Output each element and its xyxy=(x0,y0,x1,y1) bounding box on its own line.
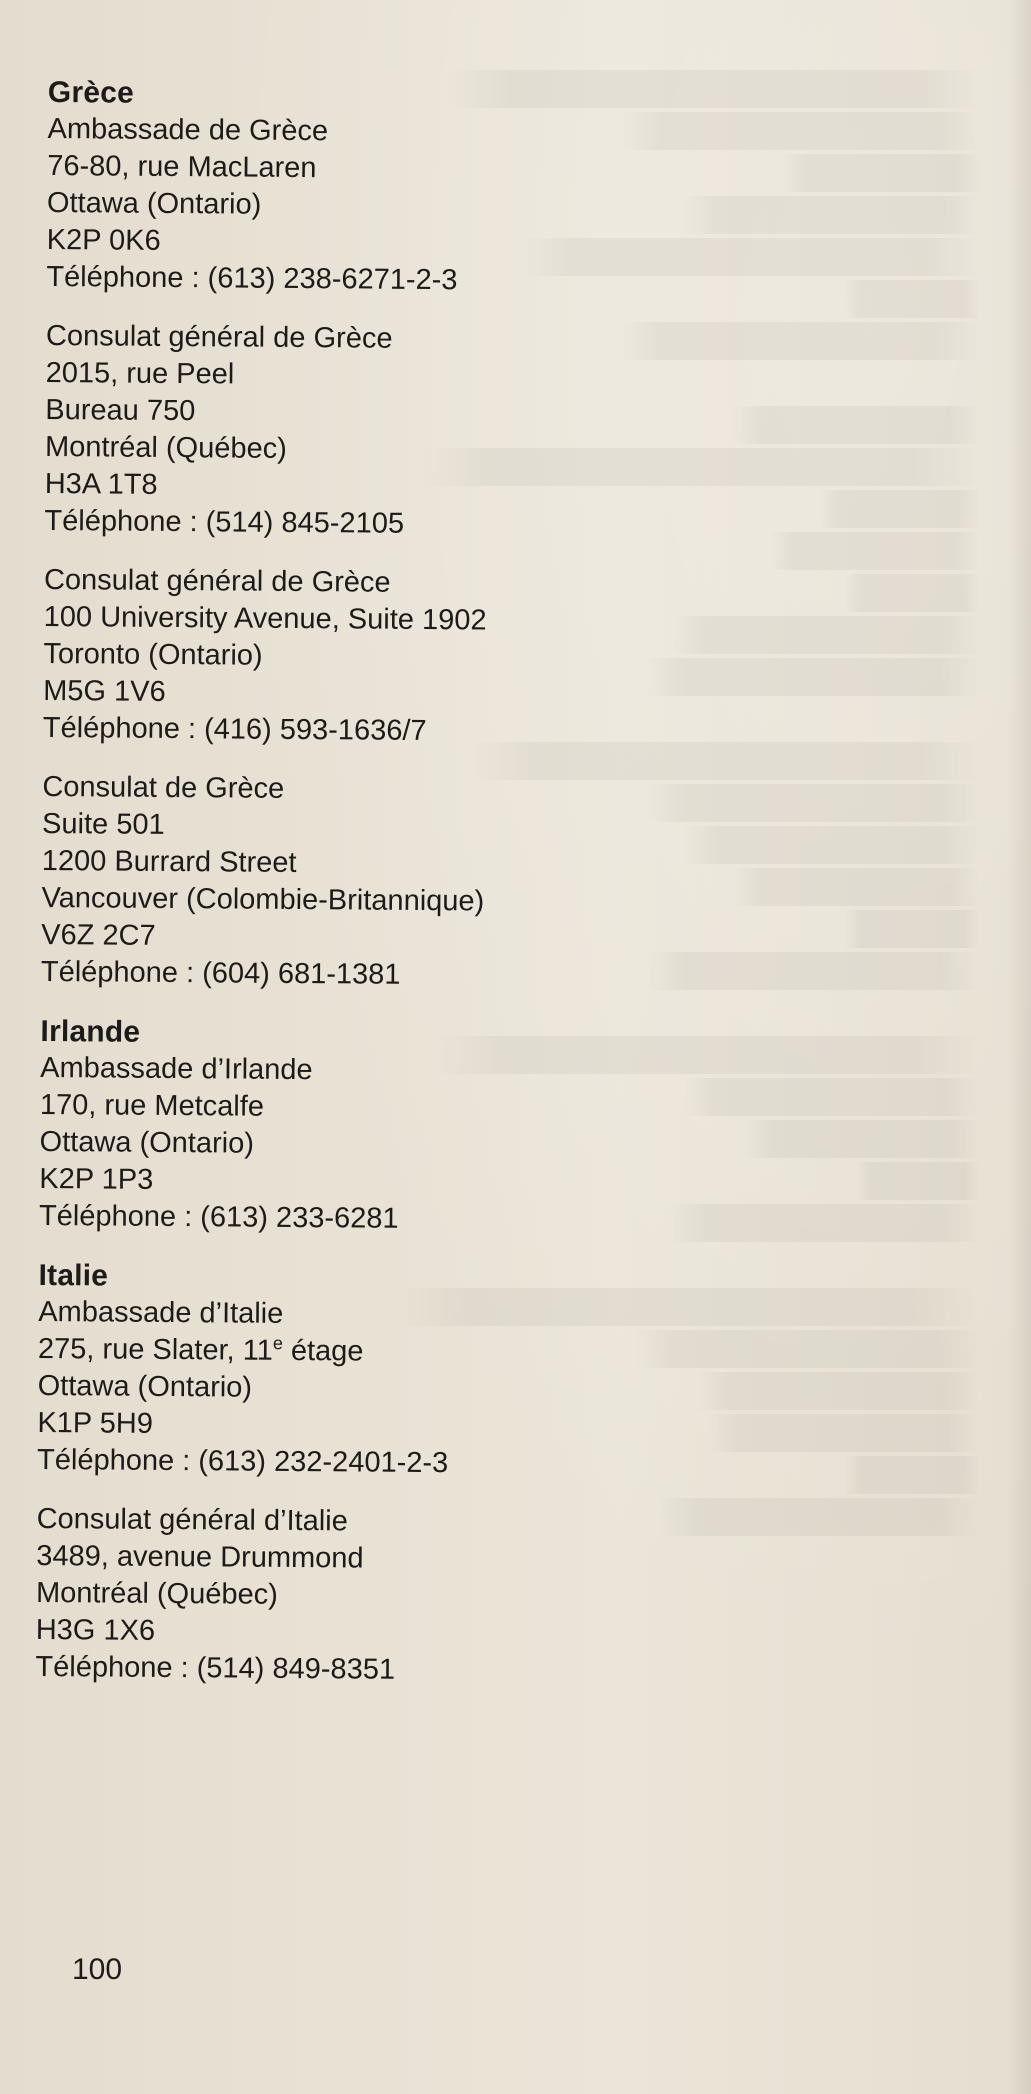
phone-line: Téléphone : (514) 845-2105 xyxy=(44,504,405,540)
address-line: Ottawa (Ontario) xyxy=(46,186,262,221)
address-entry xyxy=(44,318,606,544)
address-line: Consulat général de Grèce xyxy=(45,319,393,355)
section-grece xyxy=(41,74,608,995)
address-line: Vancouver (Colombie-Britannique) xyxy=(41,881,485,918)
phone-line: Téléphone : (416) 593-1636/7 xyxy=(42,711,427,747)
bleed-line xyxy=(620,112,980,150)
section-heading: Italie xyxy=(38,1258,109,1293)
bleed-line xyxy=(682,826,980,864)
phone-line: Téléphone : (613) 233-6281 xyxy=(38,1199,399,1235)
address-entry xyxy=(46,111,607,300)
phone-line: Téléphone : (514) 849-8351 xyxy=(35,1650,396,1686)
page-edge-shadow xyxy=(1007,0,1031,2094)
address-line: V6Z 2C7 xyxy=(41,918,156,952)
bleed-line xyxy=(645,658,980,696)
bleed-line xyxy=(769,532,980,570)
phone-line: Téléphone : (613) 238-6271-2-3 xyxy=(46,260,458,297)
bleed-line xyxy=(732,406,980,444)
bleed-line xyxy=(856,1162,980,1200)
section-heading: Grèce xyxy=(47,75,135,110)
floor-suffix: étage xyxy=(282,1334,364,1368)
address-entry xyxy=(37,1294,598,1483)
address-line: 1200 Burrard Street xyxy=(41,844,297,879)
address-line: 76-80, rue MacLaren xyxy=(47,149,317,185)
bleed-line xyxy=(844,910,980,948)
address-line: K1P 5H9 xyxy=(37,1406,154,1440)
bleed-line xyxy=(707,1414,980,1452)
section-irlande xyxy=(39,1013,601,1239)
address-entry xyxy=(39,1050,600,1239)
address-entry xyxy=(41,769,603,995)
address-line: 3489, avenue Drummond xyxy=(36,1539,364,1575)
address-line: K2P 0K6 xyxy=(46,223,161,257)
bleed-line xyxy=(732,868,980,906)
address-line: Toronto (Ontario) xyxy=(43,637,263,672)
street-text: 275, rue Slater, 11 xyxy=(37,1332,273,1367)
bleed-line xyxy=(695,1372,980,1410)
address-line: Suite 501 xyxy=(41,807,165,841)
address-line: Consulat général de Grèce xyxy=(43,563,391,599)
address-line: Ambassade d’Irlande xyxy=(40,1051,313,1087)
bleed-line xyxy=(819,490,980,528)
ordinal-superscript: e xyxy=(272,1333,283,1354)
bleed-line xyxy=(645,784,980,822)
bleed-line xyxy=(682,196,980,234)
bleed-line xyxy=(658,1498,980,1536)
section-italie xyxy=(35,1257,598,1690)
address-line: 100 University Avenue, Suite 1902 xyxy=(43,600,487,637)
bleed-line xyxy=(844,574,980,612)
address-line: 2015, rue Peel xyxy=(45,356,235,391)
address-line: Ottawa (Ontario) xyxy=(37,1369,253,1404)
bleed-line xyxy=(670,616,980,654)
address-line: 170, rue Metcalfe xyxy=(39,1088,265,1123)
address-line: Bureau 750 xyxy=(45,393,196,428)
bleed-line xyxy=(645,952,980,990)
page-number: 100 xyxy=(72,1953,123,1986)
address-line: M5G 1V6 xyxy=(43,674,166,708)
bleed-line xyxy=(844,1456,980,1494)
address-line: Ambassade d’Italie xyxy=(38,1295,284,1330)
address-line: H3G 1X6 xyxy=(35,1613,156,1647)
address-entry xyxy=(43,562,604,751)
address-line: Montréal (Québec) xyxy=(35,1576,278,1611)
bleed-line xyxy=(633,1330,980,1368)
phone-line: Téléphone : (613) 232-2401-2-3 xyxy=(36,1443,449,1480)
address-entry xyxy=(35,1501,596,1690)
directory-column xyxy=(35,74,608,1712)
bleed-line xyxy=(782,154,980,192)
address-line: Ottawa (Ontario) xyxy=(39,1125,255,1160)
phone-line: Téléphone : (604) 681-1381 xyxy=(40,955,401,991)
bleed-line xyxy=(844,280,980,318)
bleed-line xyxy=(620,322,980,360)
address-line: Montréal (Québec) xyxy=(44,430,287,465)
bleed-line xyxy=(744,1120,980,1158)
section-heading: Irlande xyxy=(40,1014,141,1049)
address-line xyxy=(38,1331,598,1372)
address-line: Consulat de Grèce xyxy=(42,770,285,805)
address-line: Consulat général d’Italie xyxy=(36,1502,348,1538)
address-line: Ambassade de Grèce xyxy=(47,112,329,148)
bleed-line xyxy=(670,1204,980,1242)
bleed-line xyxy=(682,1078,980,1116)
address-line: H3A 1T8 xyxy=(44,467,158,501)
address-line: K2P 1P3 xyxy=(39,1162,154,1196)
